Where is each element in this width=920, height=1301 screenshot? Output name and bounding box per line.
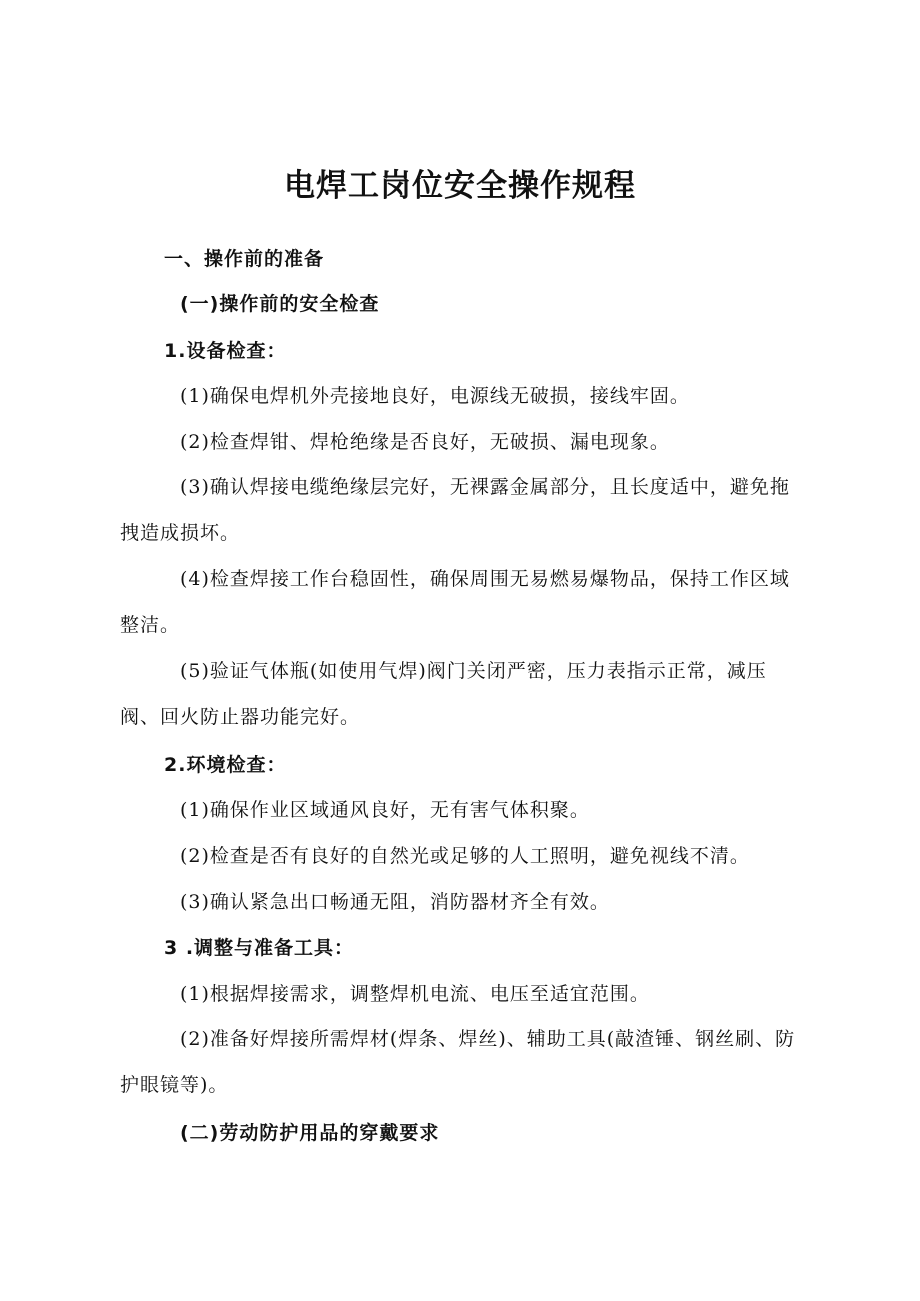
list-item: (4)检查焊接工作台稳固性，确保周围无易燃易爆物品，保持工作区域整洁。 bbox=[120, 568, 790, 636]
document-title: 电焊工岗位安全操作规程 bbox=[284, 168, 636, 204]
subsection-heading-safety-check: (一)操作前的安全检查 bbox=[180, 293, 380, 315]
list-item: (3)确认焊接电缆绝缘层完好，无裸露金属部分，且长度适中，避免拖拽造成损坏。 bbox=[120, 476, 790, 544]
list-item: (2)检查焊钳、焊枪绝缘是否良好，无破损、漏电现象。 bbox=[180, 431, 670, 453]
item-heading-tool-preparation: 3 .调整与准备工具： bbox=[164, 937, 355, 959]
list-item: (1)确保电焊机外壳接地良好，电源线无破损，接线牢固。 bbox=[180, 385, 690, 407]
item-heading-environment-check: 2.环境检查： bbox=[164, 754, 287, 776]
list-item: (1)根据焊接需求，调整焊机电流、电压至适宜范围。 bbox=[180, 983, 650, 1005]
item-heading-equipment-check: 1.设备检查： bbox=[164, 340, 287, 362]
section-heading-preparation: 一、操作前的准备 bbox=[164, 248, 325, 270]
list-item: (3)确认紧急出口畅通无阻，消防器材齐全有效。 bbox=[180, 891, 610, 913]
list-item: (5)验证气体瓶(如使用气焊)阀门关闭严密，压力表指示正常，减压阀、回火防止器功能完好。 bbox=[120, 660, 767, 728]
subsection-heading-ppe-requirements: (二)劳动防护用品的穿戴要求 bbox=[180, 1122, 440, 1144]
list-item: (2)检查是否有良好的自然光或足够的人工照明，避免视线不清。 bbox=[180, 845, 750, 867]
list-item: (1)确保作业区域通风良好，无有害气体积聚。 bbox=[180, 799, 590, 821]
list-item: (2)准备好焊接所需焊材(焊条、焊丝)、辅助工具(敲渣锤、钢丝刷、防护眼镜等)。 bbox=[120, 1028, 796, 1096]
